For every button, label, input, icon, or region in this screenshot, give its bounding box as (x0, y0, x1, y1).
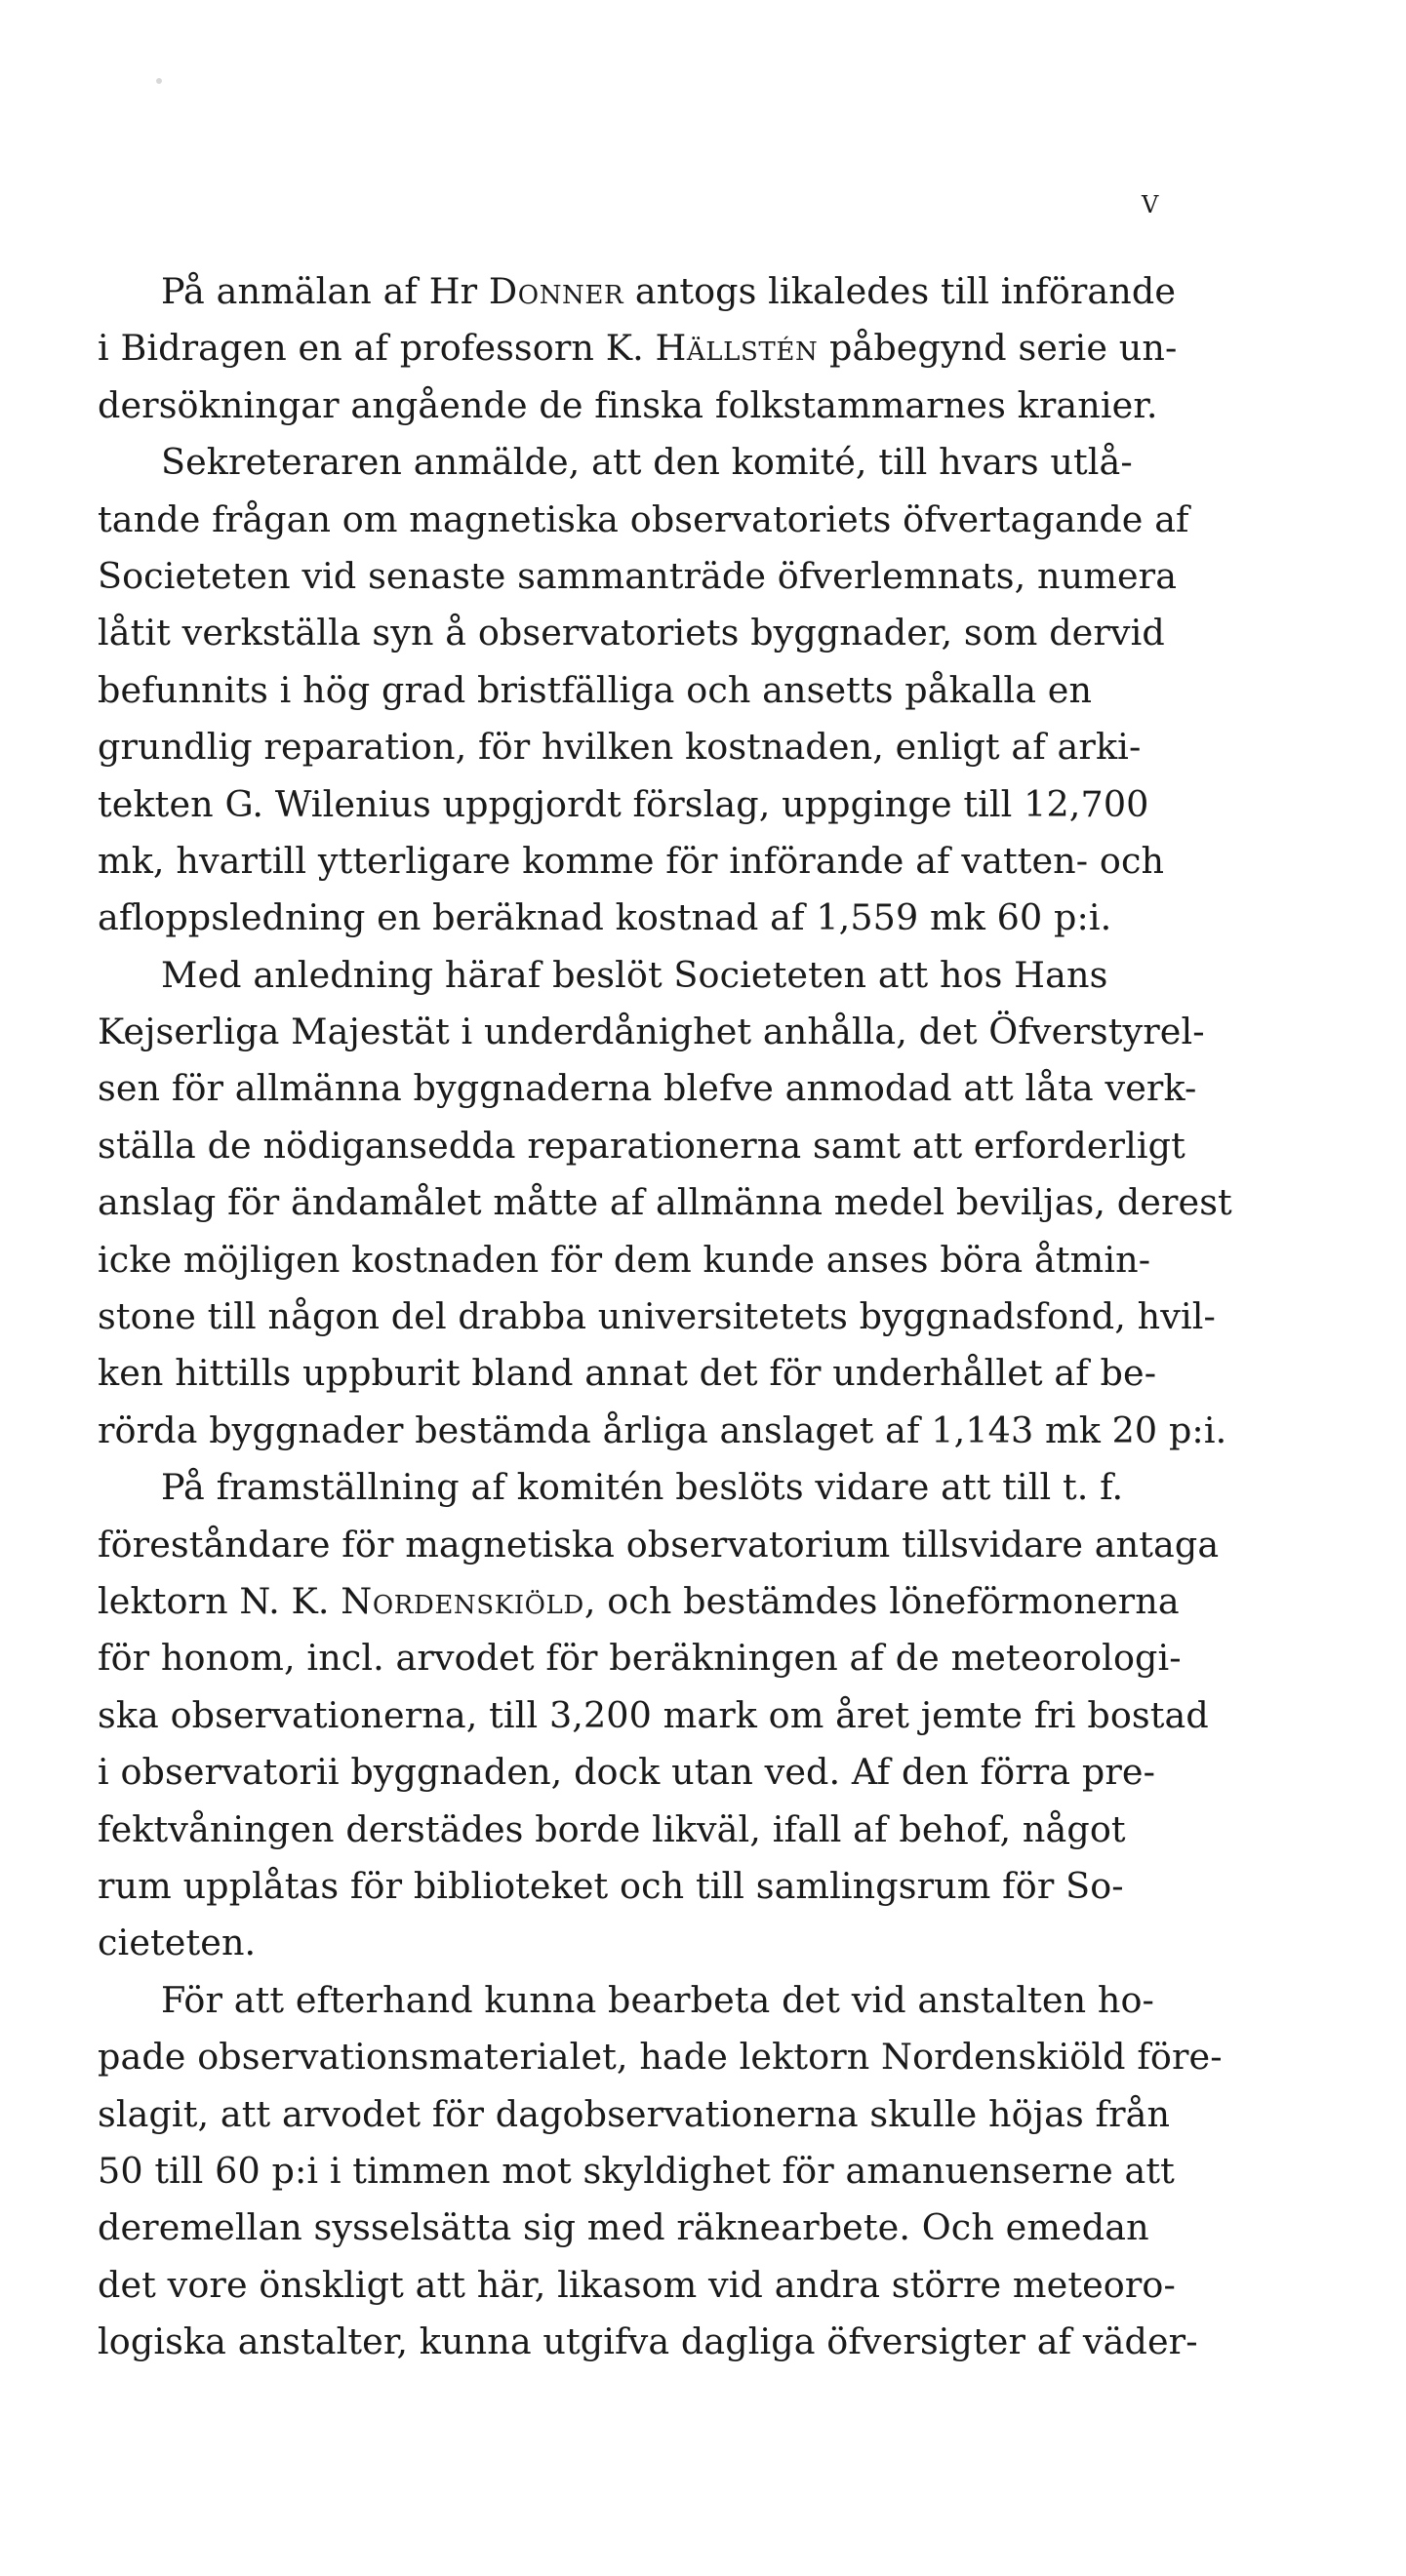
text-segment: lektorn N. K. (98, 1579, 341, 1622)
text-line (98, 776, 1298, 833)
text-segment: föreståndare för magnetiska observatorium tillsvidare antaga (98, 1523, 1220, 1565)
text-line (98, 1060, 1298, 1117)
text-segment: deremellan sysselsätta sig med räknearbete. Och emedan (98, 2206, 1149, 2249)
text-segment: mk, hvartill ytterligare komme för införande af vatten- och (98, 839, 1165, 882)
text-segment: För att efterhand kunna bearbeta det vid anstalten ho- (161, 1978, 1154, 2021)
text-line (98, 947, 1298, 1004)
text-line (98, 320, 1298, 376)
text-segment: Nordenskiöld (341, 1579, 584, 1622)
text-line (98, 1288, 1298, 1345)
text-segment: , och bestämdes löneförmonerna (583, 1579, 1180, 1622)
text-segment: cieteten. (98, 1922, 257, 1964)
text-line (98, 434, 1298, 491)
text-segment: Med anledning häraf beslöt Societeten att hos Hans (161, 953, 1108, 996)
text-line (98, 2086, 1298, 2143)
text-line (98, 1174, 1298, 1231)
text-segment: i Bidragen en af professorn K. (98, 327, 656, 370)
text-line (98, 2029, 1298, 2085)
text-line (98, 833, 1298, 890)
text-line (98, 1517, 1298, 1573)
text-line (98, 890, 1298, 946)
text-segment: antogs likaledes till införande (623, 270, 1177, 312)
text-line (98, 605, 1298, 661)
text-segment: befunnits i hög grad bristfälliga och ansetts påkalla en (98, 668, 1093, 711)
text-segment: Hällstén (655, 327, 819, 370)
text-line (98, 662, 1298, 719)
text-segment: tande frågan om magnetiska observatoriets öfvertagande af (98, 497, 1189, 540)
text-line (98, 2257, 1298, 2314)
text-segment: ken hittills uppburit bland annat det för underhållet af be- (98, 1352, 1157, 1395)
text-line (98, 263, 1298, 320)
text-segment: ställa de nödigansedda reparationerna samt att erforderligt (98, 1124, 1185, 1167)
text-line (98, 377, 1298, 434)
body-text (98, 263, 1298, 2370)
text-line (98, 1459, 1298, 1516)
text-segment: 50 till 60 p:i i timmen mot skyldighet för amanuenserne att (98, 2149, 1175, 2192)
text-line (98, 2314, 1298, 2370)
text-line (98, 1403, 1298, 1459)
text-segment: Donner (488, 270, 624, 312)
text-segment: dersökningar angående de finska folkstammarnes kranier. (98, 383, 1158, 426)
text-segment: ska observationerna, till 3,200 mark om året jemte fri bostad (98, 1693, 1209, 1736)
text-line (98, 548, 1298, 605)
text-line (98, 1232, 1298, 1288)
text-segment: logiska anstalter, kunna utgifva dagliga öfversigter af väder- (98, 2320, 1198, 2363)
text-segment: Societeten vid senaste sammanträde öfverlemnats, numera (98, 554, 1178, 597)
text-segment: fektvåningen derstädes borde likväl, ifall af behof, något (98, 1807, 1126, 1850)
text-segment: i observatorii byggnaden, dock utan ved. Af den förra pre- (98, 1751, 1156, 1794)
text-segment: På anmälan af Hr (161, 270, 489, 312)
text-line (98, 1345, 1298, 1402)
text-segment: rörda byggnader bestämda årliga anslaget af 1,143 mk 20 p:i. (98, 1408, 1227, 1451)
text-segment: för honom, incl. arvodet för beräkningen af de meteorologi- (98, 1637, 1182, 1680)
text-line (98, 1915, 1298, 1971)
text-segment: slagit, att arvodet för dagobservationerna skulle höjas från (98, 2092, 1171, 2135)
text-segment: afloppsledning en beräknad kostnad af 1,559 mk 60 p:i. (98, 896, 1112, 939)
text-line (98, 2143, 1298, 2200)
page-number: V (1142, 191, 1160, 218)
text-segment: Kejserliga Majestät i underdånighet anhålla, det Öfverstyrel- (98, 1011, 1205, 1053)
text-segment: På framställning af komitén beslöts vidare att till t. f. (161, 1466, 1124, 1509)
text-line (98, 1687, 1298, 1744)
text-segment: tekten G. Wilenius uppgjordt förslag, uppginge till 12,700 (98, 782, 1149, 825)
text-segment: sen för allmänna byggnaderna blefve anmodad att låta verk- (98, 1067, 1197, 1110)
text-line (98, 1972, 1298, 2029)
text-line (98, 719, 1298, 775)
text-line (98, 1630, 1298, 1686)
text-segment: det vore önskligt att här, likasom vid andra större meteoro- (98, 2263, 1176, 2306)
text-line (98, 2200, 1298, 2256)
text-segment: rum upplåtas för biblioteket och till samlingsrum för So- (98, 1864, 1124, 1907)
text-segment: anslag för ändamålet måtte af allmänna medel beviljas, derest (98, 1181, 1232, 1224)
text-segment: Sekreteraren anmälde, att den komité, till hvars utlå- (161, 441, 1133, 484)
text-line (98, 1118, 1298, 1174)
text-line (98, 492, 1298, 548)
text-segment: grundlig reparation, för hvilken kostnaden, enligt af arki- (98, 726, 1142, 769)
speck-mark (156, 78, 162, 84)
text-segment: stone till någon del drabba universitetets byggnadsfond, hvil- (98, 1295, 1216, 1338)
text-line (98, 1744, 1298, 1801)
text-segment: pade observationsmaterialet, hade lektorn Nordenskiöld före- (98, 2036, 1223, 2079)
text-line (98, 1004, 1298, 1060)
text-segment: låtit verkställa syn å observatoriets byggnader, som dervid (98, 612, 1165, 654)
text-line (98, 1802, 1298, 1858)
text-segment: påbegynd serie un- (818, 327, 1178, 370)
text-line (98, 1573, 1298, 1630)
text-segment: icke möjligen kostnaden för dem kunde anses böra åtmin- (98, 1238, 1151, 1281)
text-line (98, 1858, 1298, 1915)
